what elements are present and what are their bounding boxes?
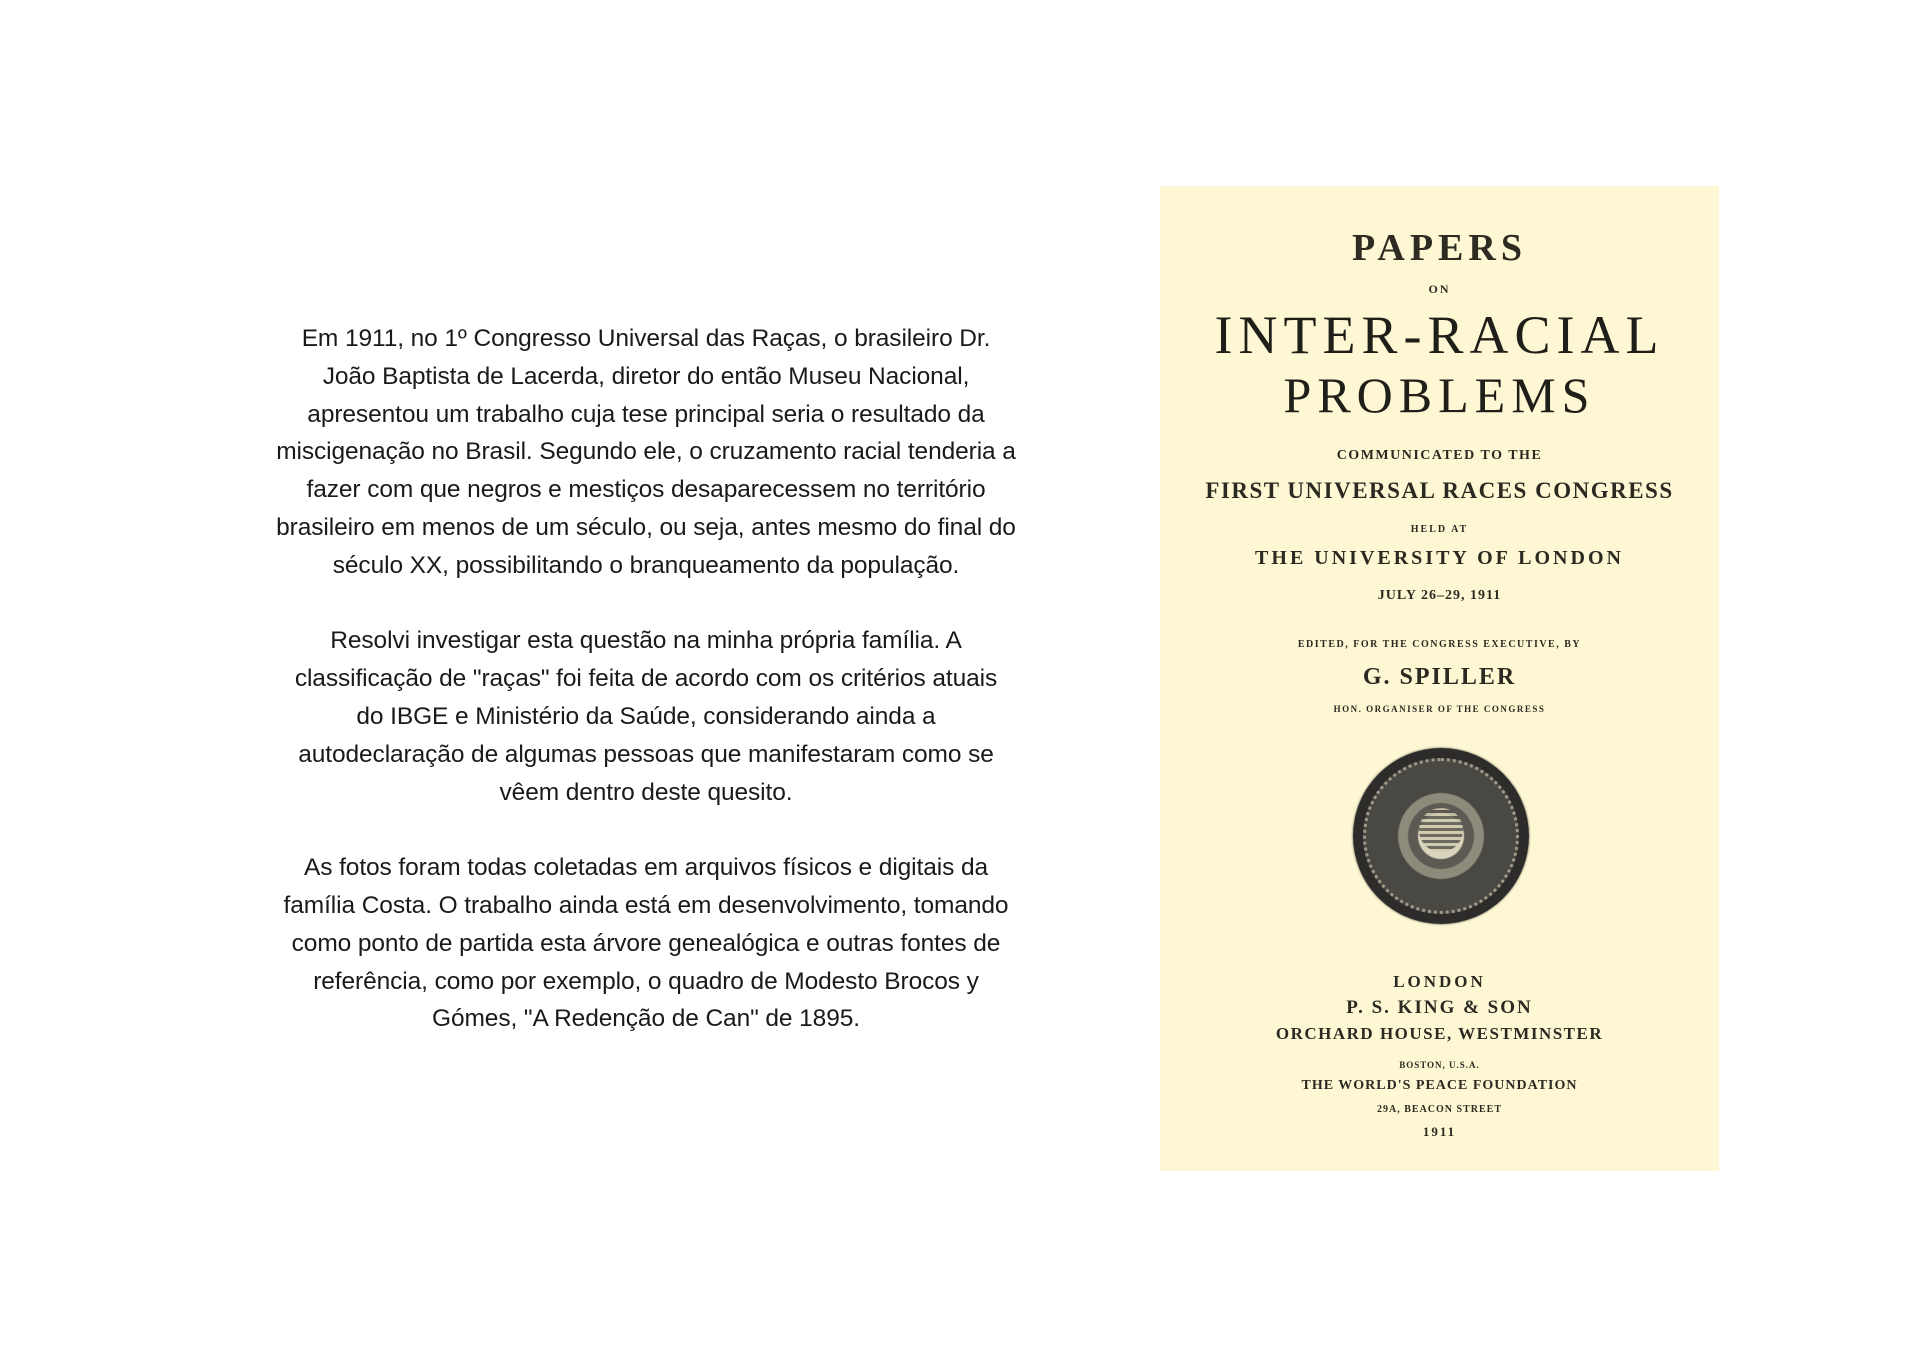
text-line: como ponto de partida esta árvore genealógica e outras fontes de	[291, 929, 1001, 957]
cover-us-city: BOSTON, U.S.A.	[1399, 1060, 1480, 1070]
paragraph-photo-sources	[226, 849, 1066, 1038]
globe-icon	[1419, 808, 1463, 852]
text-line: autodeclaração de algumas pessoas que manifestaram como se	[298, 740, 994, 768]
cover-title-line1: INTER-RACIAL	[1214, 305, 1665, 365]
cover-edited-by: EDITED, FOR THE CONGRESS EXECUTIVE, BY	[1297, 639, 1582, 650]
text-line: apresentou um trabalho cuja tese principal seria o resultado da	[307, 400, 985, 428]
paragraph-congress-history	[226, 320, 1066, 585]
text-line: vêem dentro deste quesito.	[499, 778, 793, 806]
text-line: brasileiro em menos de um século, ou seja, antes mesmo do final do	[276, 513, 1016, 541]
cover-editor-role: HON. ORGANISER OF THE CONGRESS	[1333, 704, 1546, 714]
cover-congress-name: FIRST UNIVERSAL RACES CONGRESS	[1205, 478, 1674, 503]
text-line: Em 1911, no 1º Congresso Universal das Raças, o brasileiro Dr.	[301, 325, 991, 352]
cover-papers: PAPERS	[1352, 227, 1527, 269]
concordia-seal-icon	[1353, 748, 1529, 924]
cover-us-publisher: THE WORLD'S PEACE FOUNDATION	[1301, 1078, 1578, 1093]
description-text-block	[226, 320, 1066, 1038]
cover-held-at: HELD AT	[1410, 524, 1469, 535]
cover-dates: JULY 26–29, 1911	[1377, 588, 1502, 603]
cover-title-line2: PROBLEMS	[1283, 367, 1596, 423]
cover-communicated: COMMUNICATED TO THE	[1336, 448, 1543, 463]
text-line: fazer com que negros e mestiços desaparecessem no território	[306, 476, 986, 504]
text-line: João Baptista de Lacerda, diretor do então Museu Nacional,	[322, 362, 970, 390]
paragraph-family-investigation	[226, 622, 1066, 811]
text-line: miscigenação no Brasil. Segundo ele, o cruzamento racial tenderia a	[276, 438, 1016, 466]
cover-university: THE UNIVERSITY OF LONDON	[1255, 547, 1624, 569]
text-line: do IBGE e Ministério da Saúde, considerando ainda a	[356, 702, 936, 730]
text-line: referência, como por exemplo, o quadro de Modesto Brocos y	[313, 967, 979, 995]
cover-publisher: P. S. KING & SON	[1346, 997, 1533, 1018]
cover-on: ON	[1428, 282, 1451, 296]
book-cover-image	[1160, 186, 1719, 1171]
cover-publisher-address: ORCHARD HOUSE, WESTMINSTER	[1275, 1024, 1604, 1043]
cover-editor: G. SPILLER	[1362, 664, 1517, 690]
text-line: Gómes, "A Redenção de Can" de 1895.	[432, 1005, 860, 1033]
text-line: As fotos foram todas coletadas em arquivos físicos e digitais da	[303, 854, 989, 882]
text-line: família Costa. O trabalho ainda está em desenvolvimento, tomando	[283, 891, 1009, 919]
cover-year: 1911	[1422, 1124, 1457, 1139]
text-line: século XX, possibilitando o branqueamento da população.	[332, 551, 960, 579]
cover-publisher-city: LONDON	[1393, 972, 1486, 991]
cover-us-address: 29A, BEACON STREET	[1377, 1104, 1502, 1115]
text-line: classificação de "raças" foi feita de acordo com os critérios atuais	[294, 665, 998, 693]
text-line: Resolvi investigar esta questão na minha própria família. A	[330, 627, 962, 655]
